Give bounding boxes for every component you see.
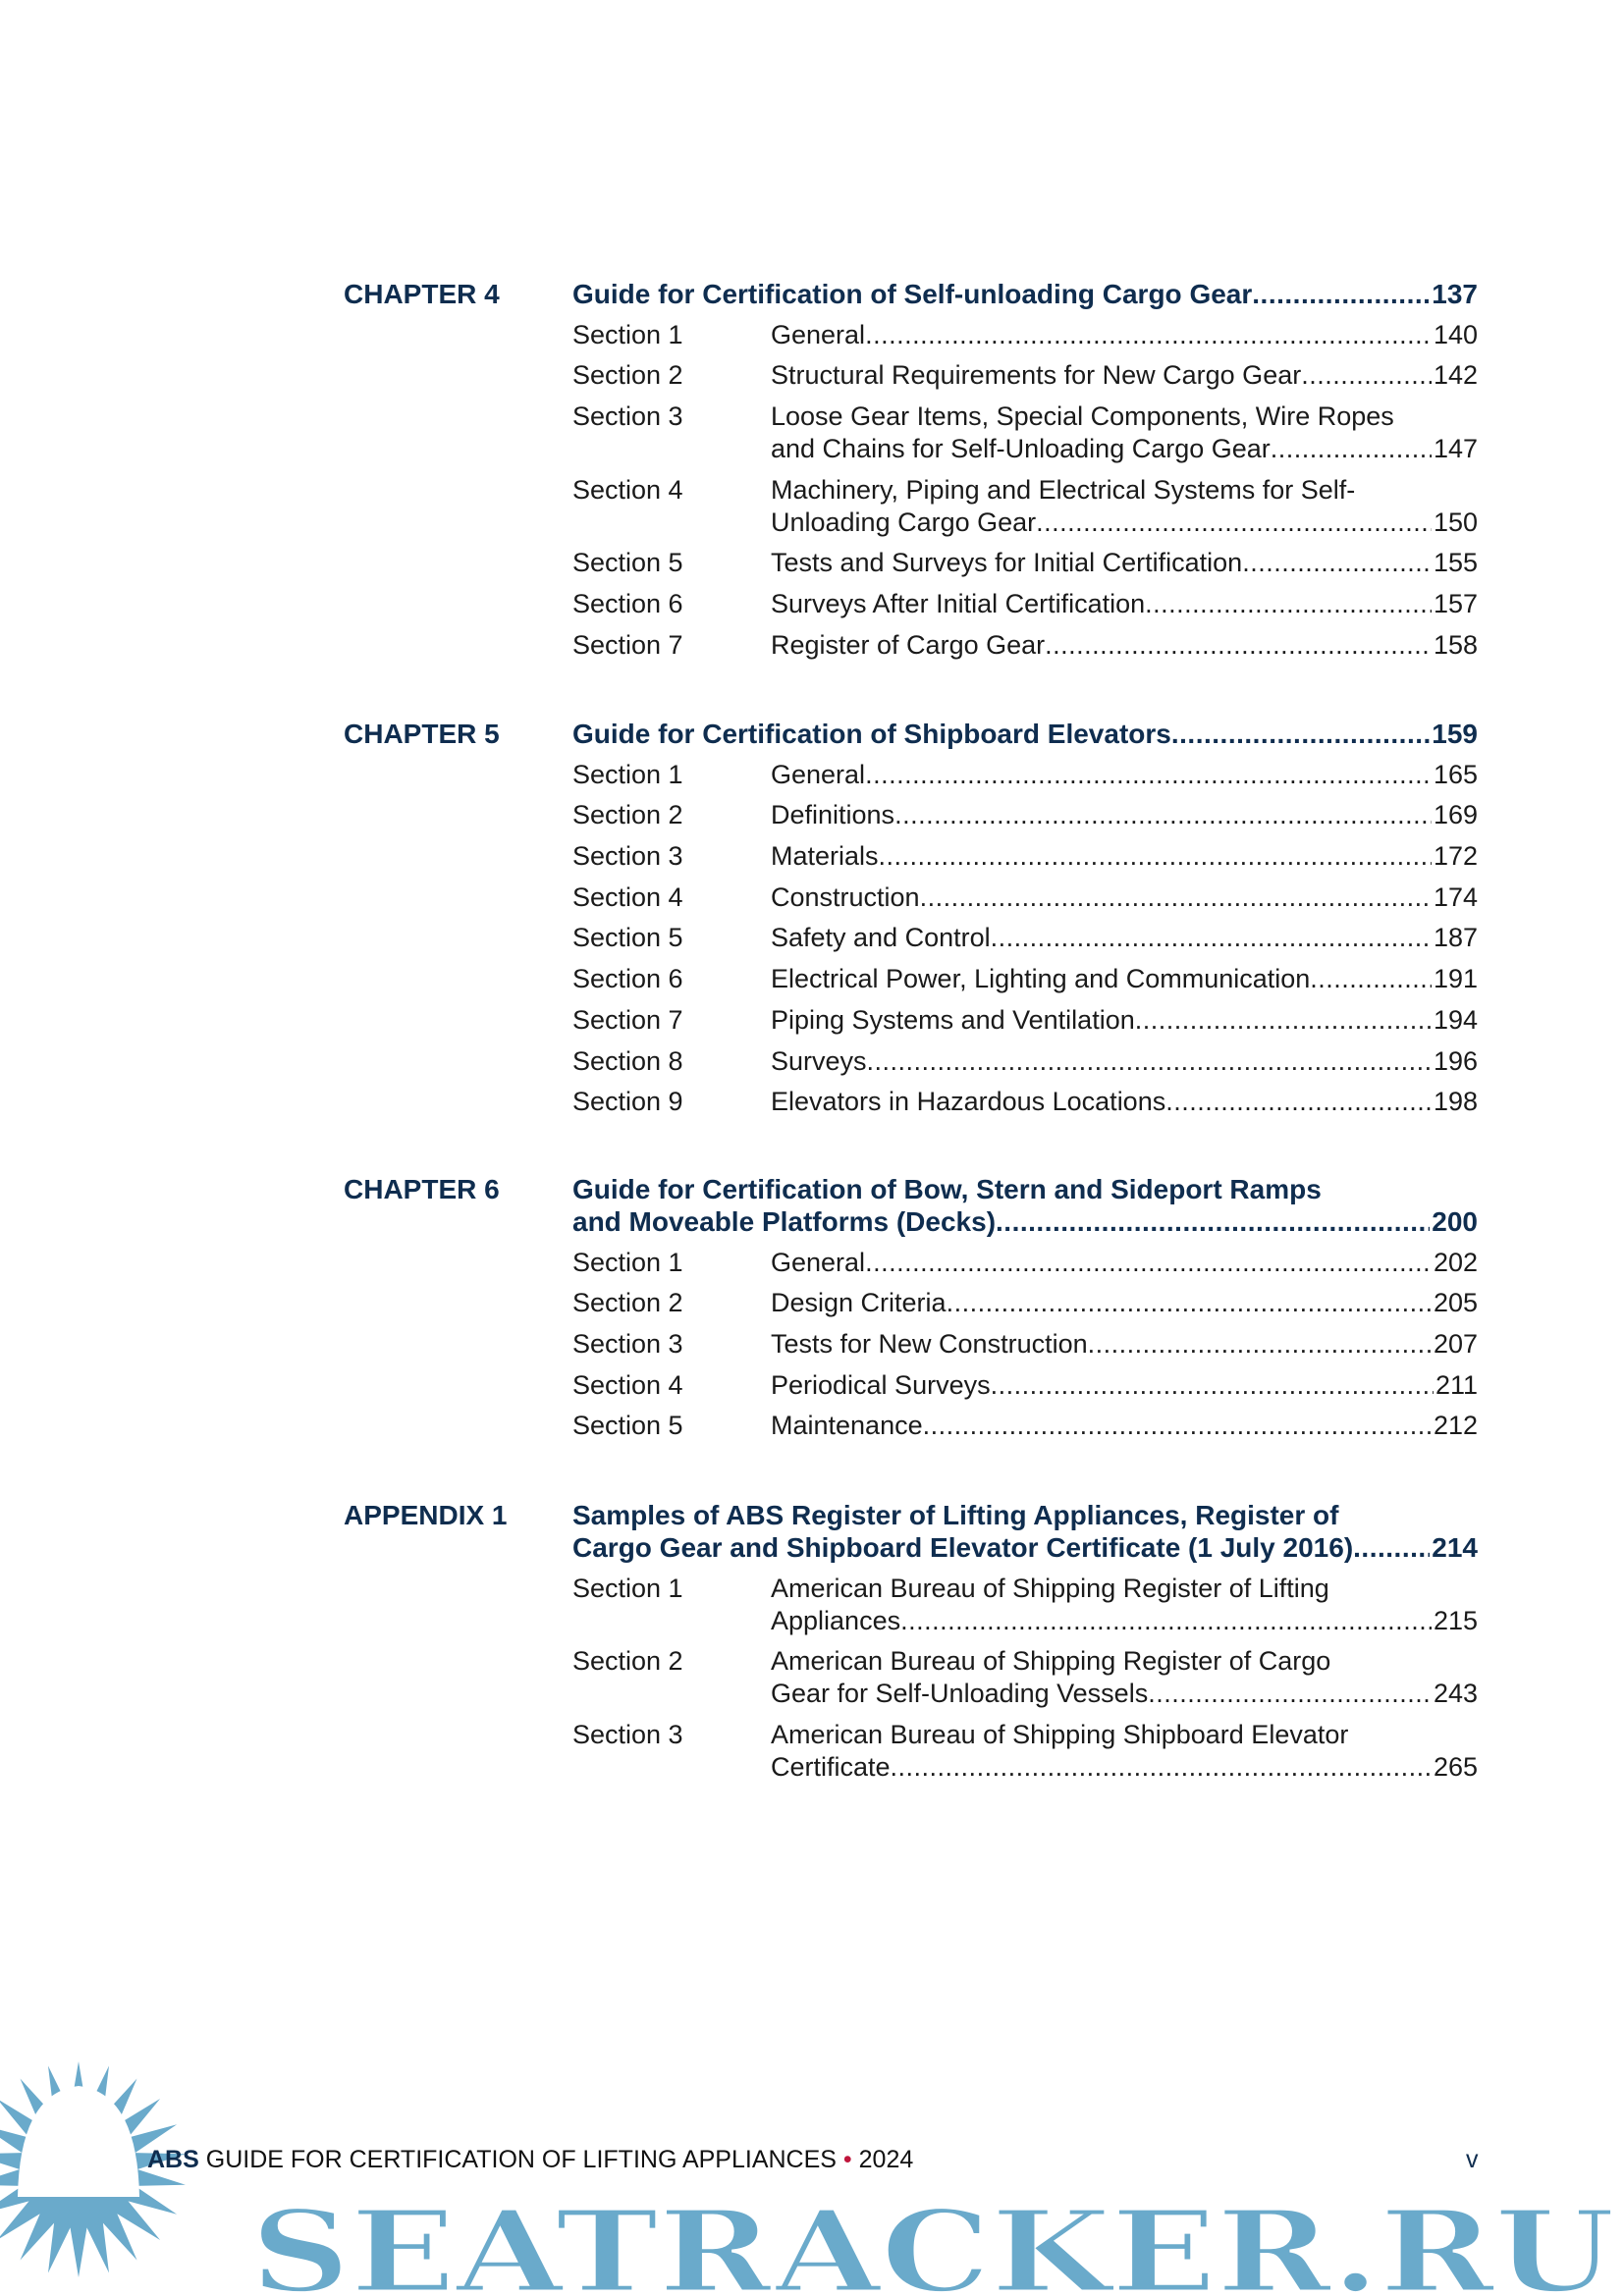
title-line: Cargo Gear and Shipboard Elevator Certificate (1 July 2016)	[572, 1532, 1354, 1563]
page-number: 214	[1432, 1532, 1478, 1563]
section-label: Section 5	[572, 1411, 683, 1441]
title-line: Design Criteria	[771, 1288, 947, 1318]
watermark-text: SEATRACKER.RU	[250, 2186, 1615, 2296]
chapter-label: CHAPTER 6	[344, 1174, 500, 1204]
page-number: 172	[1433, 841, 1478, 872]
dot-leader	[865, 319, 1432, 351]
title-line: Materials	[771, 841, 879, 872]
dot-leader	[923, 1410, 1432, 1442]
chapter-entries	[572, 1173, 1478, 1451]
dot-leader	[1148, 1678, 1432, 1710]
section-label: Section 5	[572, 548, 683, 578]
entry-title	[771, 963, 1478, 995]
title-line: General	[771, 1247, 866, 1277]
title-line: Structural Requirements for New Cargo Gear	[771, 360, 1302, 391]
dot-leader	[991, 922, 1432, 954]
toc-section-link[interactable]	[572, 1086, 1478, 1118]
entry-title	[771, 1645, 1478, 1710]
section-label: Section 3	[572, 841, 683, 872]
entry-title	[771, 1573, 1478, 1637]
title-last-line	[771, 629, 1478, 662]
title-last-line	[771, 1086, 1478, 1118]
toc-section-link[interactable]	[572, 1247, 1478, 1279]
chapter-heading-link[interactable]	[572, 278, 1478, 310]
toc-section-link[interactable]	[572, 840, 1478, 873]
title-last-line	[771, 922, 1478, 954]
entry-title	[771, 1247, 1478, 1279]
dot-leader	[1171, 718, 1430, 750]
page-number: 198	[1433, 1087, 1478, 1117]
section-label: Section 1	[572, 1247, 683, 1277]
entry-title	[771, 1410, 1478, 1442]
title-line: Guide for Certification of Self-unloading Cargo Gear	[572, 279, 1253, 309]
title-last-line	[771, 1410, 1478, 1442]
dot-leader	[1242, 547, 1432, 579]
page-number: 165	[1433, 759, 1478, 789]
section-label: Section 2	[572, 1288, 683, 1318]
title-line: American Bureau of Shipping Shipboard Elevator	[771, 1720, 1349, 1750]
dot-leader	[1145, 588, 1432, 620]
toc-section-link[interactable]	[572, 547, 1478, 579]
entry-title	[572, 1499, 1478, 1564]
page-number: 207	[1433, 1329, 1478, 1360]
dot-leader	[1135, 1004, 1432, 1037]
toc-section-link[interactable]	[572, 759, 1478, 791]
title-last-line	[771, 1678, 1478, 1710]
entry-title	[771, 881, 1478, 914]
entry-title	[771, 759, 1478, 791]
dot-leader	[996, 1205, 1430, 1238]
title-line: Periodical Surveys	[771, 1369, 991, 1400]
entry-title	[771, 1719, 1478, 1784]
section-label: Section 1	[572, 759, 683, 789]
entry-title	[771, 629, 1478, 662]
toc-section-link[interactable]	[572, 1004, 1478, 1037]
page-number: 150	[1433, 507, 1478, 537]
title-line: Piping Systems and Ventilation	[771, 1004, 1135, 1035]
title-last-line	[771, 759, 1478, 791]
title-line: Surveys After Initial Certification	[771, 589, 1146, 619]
entry-title	[572, 718, 1478, 750]
dot-leader	[1252, 278, 1430, 310]
title-last-line	[572, 278, 1478, 310]
entry-title	[771, 922, 1478, 954]
entry-title	[771, 1287, 1478, 1319]
page-number: 194	[1433, 1004, 1478, 1035]
page-number: 200	[1432, 1206, 1478, 1237]
title-line: and Moveable Platforms (Decks)	[572, 1206, 997, 1237]
title-line: Elevators in Hazardous Locations	[771, 1087, 1166, 1117]
dot-leader	[1310, 963, 1432, 995]
title-line: Tests and Surveys for Initial Certification	[771, 548, 1243, 578]
title-last-line	[572, 1205, 1478, 1238]
footer-separator: •	[842, 2146, 852, 2173]
section-label: Section 4	[572, 1369, 683, 1400]
title-line: General	[771, 319, 866, 349]
title-last-line	[771, 588, 1478, 620]
dot-leader	[900, 1605, 1432, 1637]
dot-leader	[1271, 433, 1432, 465]
dot-leader	[865, 1247, 1432, 1279]
page-number: 265	[1433, 1752, 1478, 1783]
page-number: 142	[1433, 360, 1478, 391]
toc-section-link[interactable]	[572, 400, 1478, 465]
dot-leader	[1301, 359, 1432, 392]
toc-section-link[interactable]	[572, 474, 1478, 539]
chapter-entries	[572, 718, 1478, 1127]
entry-title	[771, 319, 1478, 351]
title-line: General	[771, 759, 866, 789]
title-last-line	[771, 963, 1478, 995]
dot-leader	[947, 1287, 1432, 1319]
page-number: 202	[1433, 1247, 1478, 1277]
title-last-line	[771, 319, 1478, 351]
page-number: 243	[1433, 1679, 1478, 1709]
chapter-heading-link[interactable]	[572, 1499, 1478, 1564]
entry-title	[572, 278, 1478, 310]
chapter-entries	[572, 278, 1478, 670]
section-label: Section 5	[572, 923, 683, 953]
title-last-line	[771, 1328, 1478, 1361]
toc-section-link[interactable]	[572, 1573, 1478, 1637]
title-line: Unloading Cargo Gear	[771, 507, 1037, 537]
toc-section-link[interactable]	[572, 1328, 1478, 1361]
page-number: 159	[1432, 719, 1478, 749]
chapter-heading-link[interactable]	[572, 718, 1478, 750]
title-last-line	[771, 1369, 1478, 1402]
section-label: Section 3	[572, 1329, 683, 1360]
title-last-line	[771, 507, 1478, 539]
entry-title	[771, 1328, 1478, 1361]
entry-title	[771, 400, 1478, 465]
dot-leader	[1036, 507, 1432, 539]
page-number: 215	[1433, 1605, 1478, 1635]
title-line: Guide for Certification of Shipboard Elevators	[572, 719, 1171, 749]
title-line: Register of Cargo Gear	[771, 629, 1046, 660]
chapter-entries	[572, 1499, 1478, 1792]
toc-section-link[interactable]	[572, 963, 1478, 995]
dot-leader	[894, 799, 1432, 831]
page-number: 157	[1433, 589, 1478, 619]
title-line: Safety and Control	[771, 923, 991, 953]
title-last-line	[771, 1004, 1478, 1037]
page-number: 158	[1433, 629, 1478, 660]
page-number: 155	[1433, 548, 1478, 578]
toc-section-link[interactable]	[572, 1287, 1478, 1319]
section-label: Section 3	[572, 401, 683, 432]
section-label: Section 1	[572, 1573, 683, 1603]
title-last-line	[771, 433, 1478, 465]
dot-leader	[991, 1369, 1434, 1402]
section-label: Section 4	[572, 474, 683, 505]
dot-leader	[867, 1045, 1432, 1078]
title-last-line	[771, 1045, 1478, 1078]
dot-leader	[1353, 1531, 1430, 1564]
entry-title	[771, 1004, 1478, 1037]
page-number: 211	[1435, 1369, 1478, 1400]
section-label: Section 8	[572, 1045, 683, 1076]
chapter-label: CHAPTER 5	[344, 719, 500, 749]
toc-section-link[interactable]	[572, 588, 1478, 620]
chapter-label: CHAPTER 4	[344, 279, 500, 309]
page-number: 212	[1433, 1411, 1478, 1441]
toc-section-link[interactable]	[572, 1410, 1478, 1442]
section-label: Section 3	[572, 1720, 683, 1750]
title-last-line	[771, 1605, 1478, 1637]
chapter-label: APPENDIX 1	[344, 1500, 508, 1530]
title-last-line	[771, 840, 1478, 873]
title-line: Definitions	[771, 800, 895, 830]
toc-section-link[interactable]	[572, 629, 1478, 662]
dot-leader	[865, 759, 1432, 791]
chapter-heading-link[interactable]	[572, 1173, 1478, 1238]
title-line: Guide for Certification of Bow, Stern and Sideport Ramps	[572, 1174, 1322, 1204]
title-last-line	[771, 359, 1478, 392]
toc-section-link[interactable]	[572, 1045, 1478, 1078]
title-last-line	[771, 881, 1478, 914]
title-line: Surveys	[771, 1045, 867, 1076]
dot-leader	[1165, 1086, 1432, 1118]
page-number: 174	[1433, 881, 1478, 912]
page-number: 187	[1433, 923, 1478, 953]
title-last-line	[572, 718, 1478, 750]
entry-title	[771, 588, 1478, 620]
entry-title	[771, 474, 1478, 539]
title-line: Tests for New Construction	[771, 1329, 1088, 1360]
dot-leader	[920, 881, 1432, 914]
page-number: 196	[1433, 1045, 1478, 1076]
section-label: Section 4	[572, 881, 683, 912]
title-line: American Bureau of Shipping Register of Cargo	[771, 1646, 1331, 1677]
title-line: Gear for Self-Unloading Vessels	[771, 1679, 1149, 1709]
entry-title	[771, 799, 1478, 831]
dot-leader	[879, 840, 1432, 873]
section-label: Section 7	[572, 629, 683, 660]
footer-brand: ABS	[147, 2146, 199, 2173]
title-line: Construction	[771, 881, 920, 912]
section-label: Section 9	[572, 1087, 683, 1117]
page-number: 140	[1433, 319, 1478, 349]
toc-section-link[interactable]	[572, 359, 1478, 392]
page-number: v	[1466, 2146, 1479, 2173]
title-last-line	[771, 547, 1478, 579]
toc-section-link[interactable]	[572, 1645, 1478, 1710]
section-label: Section 7	[572, 1004, 683, 1035]
toc-section-link[interactable]	[572, 319, 1478, 351]
entry-title	[771, 1086, 1478, 1118]
section-label: Section 6	[572, 589, 683, 619]
entry-title	[771, 840, 1478, 873]
toc-section-link[interactable]	[572, 922, 1478, 954]
footer-title: GUIDE FOR CERTIFICATION OF LIFTING APPLIANCES	[205, 2146, 837, 2173]
footer-year: 2024	[858, 2146, 914, 2173]
toc-section-link[interactable]	[572, 1369, 1478, 1402]
entry-title	[771, 359, 1478, 392]
title-line: Maintenance	[771, 1411, 923, 1441]
entry-title	[771, 1045, 1478, 1078]
title-line: Machinery, Piping and Electrical Systems for Self-	[771, 474, 1356, 505]
title-line: and Chains for Self-Unloading Cargo Gear	[771, 434, 1271, 464]
title-line: Electrical Power, Lighting and Communication	[771, 964, 1311, 994]
title-last-line	[572, 1531, 1478, 1564]
page-number: 169	[1433, 800, 1478, 830]
entry-title	[572, 1173, 1478, 1238]
title-last-line	[771, 1247, 1478, 1279]
dot-leader	[891, 1751, 1432, 1784]
title-line: Appliances	[771, 1605, 901, 1635]
toc-section-link[interactable]	[572, 799, 1478, 831]
title-line: Samples of ABS Register of Lifting Appliances, Register of	[572, 1500, 1339, 1530]
page-number: 147	[1433, 434, 1478, 464]
section-label: Section 2	[572, 360, 683, 391]
title-last-line	[771, 799, 1478, 831]
page-number: 191	[1433, 964, 1478, 994]
section-label: Section 6	[572, 964, 683, 994]
page-footer	[147, 2146, 913, 2174]
entry-title	[771, 547, 1478, 579]
title-last-line	[771, 1287, 1478, 1319]
dot-leader	[1088, 1328, 1432, 1361]
toc-section-link[interactable]	[572, 1719, 1478, 1784]
section-label: Section 2	[572, 1646, 683, 1677]
title-line: Loose Gear Items, Special Components, Wire Ropes	[771, 401, 1394, 432]
section-label: Section 2	[572, 800, 683, 830]
toc-section-link[interactable]	[572, 881, 1478, 914]
watermark	[0, 2061, 1624, 2296]
entry-title	[771, 1369, 1478, 1402]
title-last-line	[771, 1751, 1478, 1784]
page-number: 205	[1433, 1288, 1478, 1318]
section-label: Section 1	[572, 319, 683, 349]
title-line: Certificate	[771, 1752, 891, 1783]
dot-leader	[1045, 629, 1432, 662]
page-number: 137	[1432, 279, 1478, 309]
title-line: American Bureau of Shipping Register of Lifting	[771, 1573, 1329, 1603]
